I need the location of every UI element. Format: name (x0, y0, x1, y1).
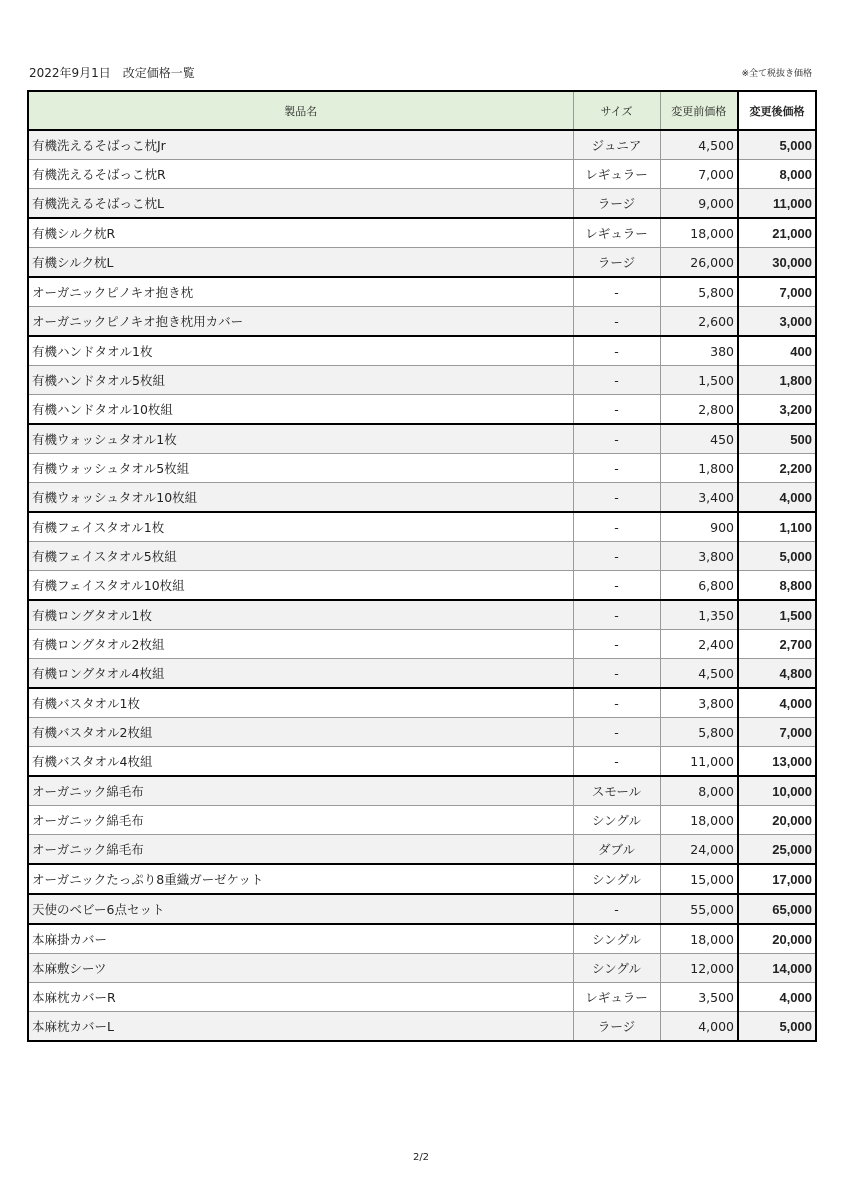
old-price-cell: 900 (660, 512, 738, 542)
size-cell: - (573, 454, 660, 483)
old-price-cell: 380 (660, 336, 738, 366)
table-row (28, 924, 816, 954)
old-price-cell: 12,000 (660, 954, 738, 983)
product-name-cell: 天使のベビー6点セット (28, 894, 573, 924)
product-name-cell: 有機フェイスタオル10枚組 (28, 571, 573, 601)
new-price-cell: 500 (738, 424, 816, 454)
table-row (28, 954, 816, 983)
table-row (28, 864, 816, 894)
table-row (28, 248, 816, 278)
new-price-cell: 20,000 (738, 806, 816, 835)
size-cell: - (573, 894, 660, 924)
table-row (28, 776, 816, 806)
size-cell: - (573, 512, 660, 542)
product-name-cell: 有機ロングタオル2枚組 (28, 630, 573, 659)
size-cell: - (573, 542, 660, 571)
new-price-cell: 65,000 (738, 894, 816, 924)
old-price-cell: 7,000 (660, 160, 738, 189)
new-price-cell: 8,800 (738, 571, 816, 601)
new-price-cell: 4,800 (738, 659, 816, 689)
size-cell: シングル (573, 806, 660, 835)
tax-note: ※全て税抜き価格 (741, 69, 812, 79)
product-name-cell: 有機ハンドタオル1枚 (28, 336, 573, 366)
table-row (28, 571, 816, 601)
table-row (28, 688, 816, 718)
old-price-cell: 26,000 (660, 248, 738, 278)
table-row (28, 130, 816, 160)
new-price-cell: 25,000 (738, 835, 816, 865)
product-name-cell: 有機洗えるそばっこ枕Jr (28, 130, 573, 160)
size-cell: レギュラー (573, 160, 660, 189)
page-number: 2/2 (412, 1152, 430, 1163)
col-header-size: サイズ (573, 91, 660, 130)
new-price-cell: 8,000 (738, 160, 816, 189)
new-price-cell: 2,200 (738, 454, 816, 483)
table-row (28, 336, 816, 366)
size-cell: - (573, 718, 660, 747)
old-price-cell: 4,000 (660, 1012, 738, 1042)
size-cell: - (573, 366, 660, 395)
table-row (28, 718, 816, 747)
old-price-cell: 1,500 (660, 366, 738, 395)
table-row (28, 218, 816, 248)
new-price-cell: 11,000 (738, 189, 816, 219)
price-table (27, 90, 817, 1042)
size-cell: - (573, 483, 660, 513)
size-cell: シングル (573, 954, 660, 983)
new-price-cell: 3,200 (738, 395, 816, 425)
old-price-cell: 5,800 (660, 718, 738, 747)
product-name-cell: 有機洗えるそばっこ枕R (28, 160, 573, 189)
size-cell: ラージ (573, 248, 660, 278)
size-cell: レギュラー (573, 218, 660, 248)
new-price-cell: 2,700 (738, 630, 816, 659)
product-name-cell: 本麻枕カバーR (28, 983, 573, 1012)
new-price-cell: 5,000 (738, 1012, 816, 1042)
product-name-cell: オーガニック綿毛布 (28, 835, 573, 865)
old-price-cell: 450 (660, 424, 738, 454)
col-header-new-price: 変更後価格 (738, 91, 816, 130)
size-cell: - (573, 630, 660, 659)
table-row (28, 483, 816, 513)
size-cell: - (573, 336, 660, 366)
size-cell: - (573, 307, 660, 337)
table-row (28, 366, 816, 395)
size-cell: - (573, 571, 660, 601)
table-row (28, 806, 816, 835)
product-name-cell: 有機フェイスタオル5枚組 (28, 542, 573, 571)
table-row (28, 835, 816, 865)
product-name-cell: 有機ハンドタオル5枚組 (28, 366, 573, 395)
product-name-cell: 有機ハンドタオル10枚組 (28, 395, 573, 425)
old-price-cell: 5,800 (660, 277, 738, 307)
product-name-cell: オーガニックたっぷり8重織ガーゼケット (28, 864, 573, 894)
old-price-cell: 18,000 (660, 924, 738, 954)
new-price-cell: 5,000 (738, 542, 816, 571)
old-price-cell: 3,500 (660, 983, 738, 1012)
new-price-cell: 4,000 (738, 688, 816, 718)
size-cell: スモール (573, 776, 660, 806)
product-name-cell: オーガニック綿毛布 (28, 806, 573, 835)
old-price-cell: 1,350 (660, 600, 738, 630)
table-header-row (28, 91, 816, 130)
table-row (28, 542, 816, 571)
size-cell: - (573, 277, 660, 307)
product-name-cell: 有機シルク枕R (28, 218, 573, 248)
old-price-cell: 55,000 (660, 894, 738, 924)
size-cell: - (573, 600, 660, 630)
old-price-cell: 3,800 (660, 688, 738, 718)
size-cell: レギュラー (573, 983, 660, 1012)
document-title: 2022年9月1日 改定価格一覧 (29, 66, 195, 80)
table-row (28, 512, 816, 542)
new-price-cell: 10,000 (738, 776, 816, 806)
new-price-cell: 1,800 (738, 366, 816, 395)
table-row (28, 1012, 816, 1042)
new-price-cell: 1,100 (738, 512, 816, 542)
old-price-cell: 15,000 (660, 864, 738, 894)
product-name-cell: オーガニックピノキオ抱き枕用カバー (28, 307, 573, 337)
product-name-cell: 有機ロングタオル4枚組 (28, 659, 573, 689)
old-price-cell: 8,000 (660, 776, 738, 806)
size-cell: - (573, 688, 660, 718)
size-cell: - (573, 424, 660, 454)
product-name-cell: 有機ロングタオル1枚 (28, 600, 573, 630)
product-name-cell: 有機バスタオル1枚 (28, 688, 573, 718)
product-name-cell: オーガニック綿毛布 (28, 776, 573, 806)
table-row (28, 894, 816, 924)
old-price-cell: 6,800 (660, 571, 738, 601)
product-name-cell: 有機ウォッシュタオル1枚 (28, 424, 573, 454)
product-name-cell: 本麻掛カバー (28, 924, 573, 954)
product-name-cell: 有機ウォッシュタオル10枚組 (28, 483, 573, 513)
old-price-cell: 9,000 (660, 189, 738, 219)
table-row (28, 983, 816, 1012)
table-row (28, 600, 816, 630)
size-cell: シングル (573, 864, 660, 894)
product-name-cell: 本麻枕カバーL (28, 1012, 573, 1042)
new-price-cell: 4,000 (738, 983, 816, 1012)
col-header-old-price: 変更前価格 (660, 91, 738, 130)
old-price-cell: 4,500 (660, 659, 738, 689)
product-name-cell: 有機洗えるそばっこ枕L (28, 189, 573, 219)
old-price-cell: 2,400 (660, 630, 738, 659)
new-price-cell: 4,000 (738, 483, 816, 513)
new-price-cell: 7,000 (738, 277, 816, 307)
old-price-cell: 1,800 (660, 454, 738, 483)
product-name-cell: 本麻敷シーツ (28, 954, 573, 983)
old-price-cell: 2,800 (660, 395, 738, 425)
table-row (28, 659, 816, 689)
size-cell: - (573, 659, 660, 689)
size-cell: ラージ (573, 189, 660, 219)
old-price-cell: 11,000 (660, 747, 738, 777)
table-row (28, 189, 816, 219)
size-cell: ラージ (573, 1012, 660, 1042)
product-name-cell: 有機バスタオル4枚組 (28, 747, 573, 777)
new-price-cell: 3,000 (738, 307, 816, 337)
new-price-cell: 13,000 (738, 747, 816, 777)
old-price-cell: 3,800 (660, 542, 738, 571)
size-cell: - (573, 747, 660, 777)
new-price-cell: 7,000 (738, 718, 816, 747)
new-price-cell: 17,000 (738, 864, 816, 894)
table-row (28, 424, 816, 454)
product-name-cell: 有機シルク枕L (28, 248, 573, 278)
new-price-cell: 20,000 (738, 924, 816, 954)
product-name-cell: 有機ウォッシュタオル5枚組 (28, 454, 573, 483)
table-row (28, 454, 816, 483)
old-price-cell: 4,500 (660, 130, 738, 160)
table-row (28, 395, 816, 425)
product-name-cell: 有機フェイスタオル1枚 (28, 512, 573, 542)
new-price-cell: 5,000 (738, 130, 816, 160)
product-name-cell: 有機バスタオル2枚組 (28, 718, 573, 747)
size-cell: ダブル (573, 835, 660, 865)
product-name-cell: オーガニックピノキオ抱き枕 (28, 277, 573, 307)
new-price-cell: 30,000 (738, 248, 816, 278)
size-cell: - (573, 395, 660, 425)
new-price-cell: 14,000 (738, 954, 816, 983)
table-row (28, 747, 816, 777)
new-price-cell: 1,500 (738, 600, 816, 630)
new-price-cell: 400 (738, 336, 816, 366)
table-row (28, 307, 816, 337)
size-cell: シングル (573, 924, 660, 954)
old-price-cell: 24,000 (660, 835, 738, 865)
new-price-cell: 21,000 (738, 218, 816, 248)
old-price-cell: 2,600 (660, 307, 738, 337)
old-price-cell: 3,400 (660, 483, 738, 513)
old-price-cell: 18,000 (660, 806, 738, 835)
table-row (28, 277, 816, 307)
old-price-cell: 18,000 (660, 218, 738, 248)
table-row (28, 160, 816, 189)
size-cell: ジュニア (573, 130, 660, 160)
table-row (28, 630, 816, 659)
col-header-product-name: 製品名 (28, 91, 573, 130)
